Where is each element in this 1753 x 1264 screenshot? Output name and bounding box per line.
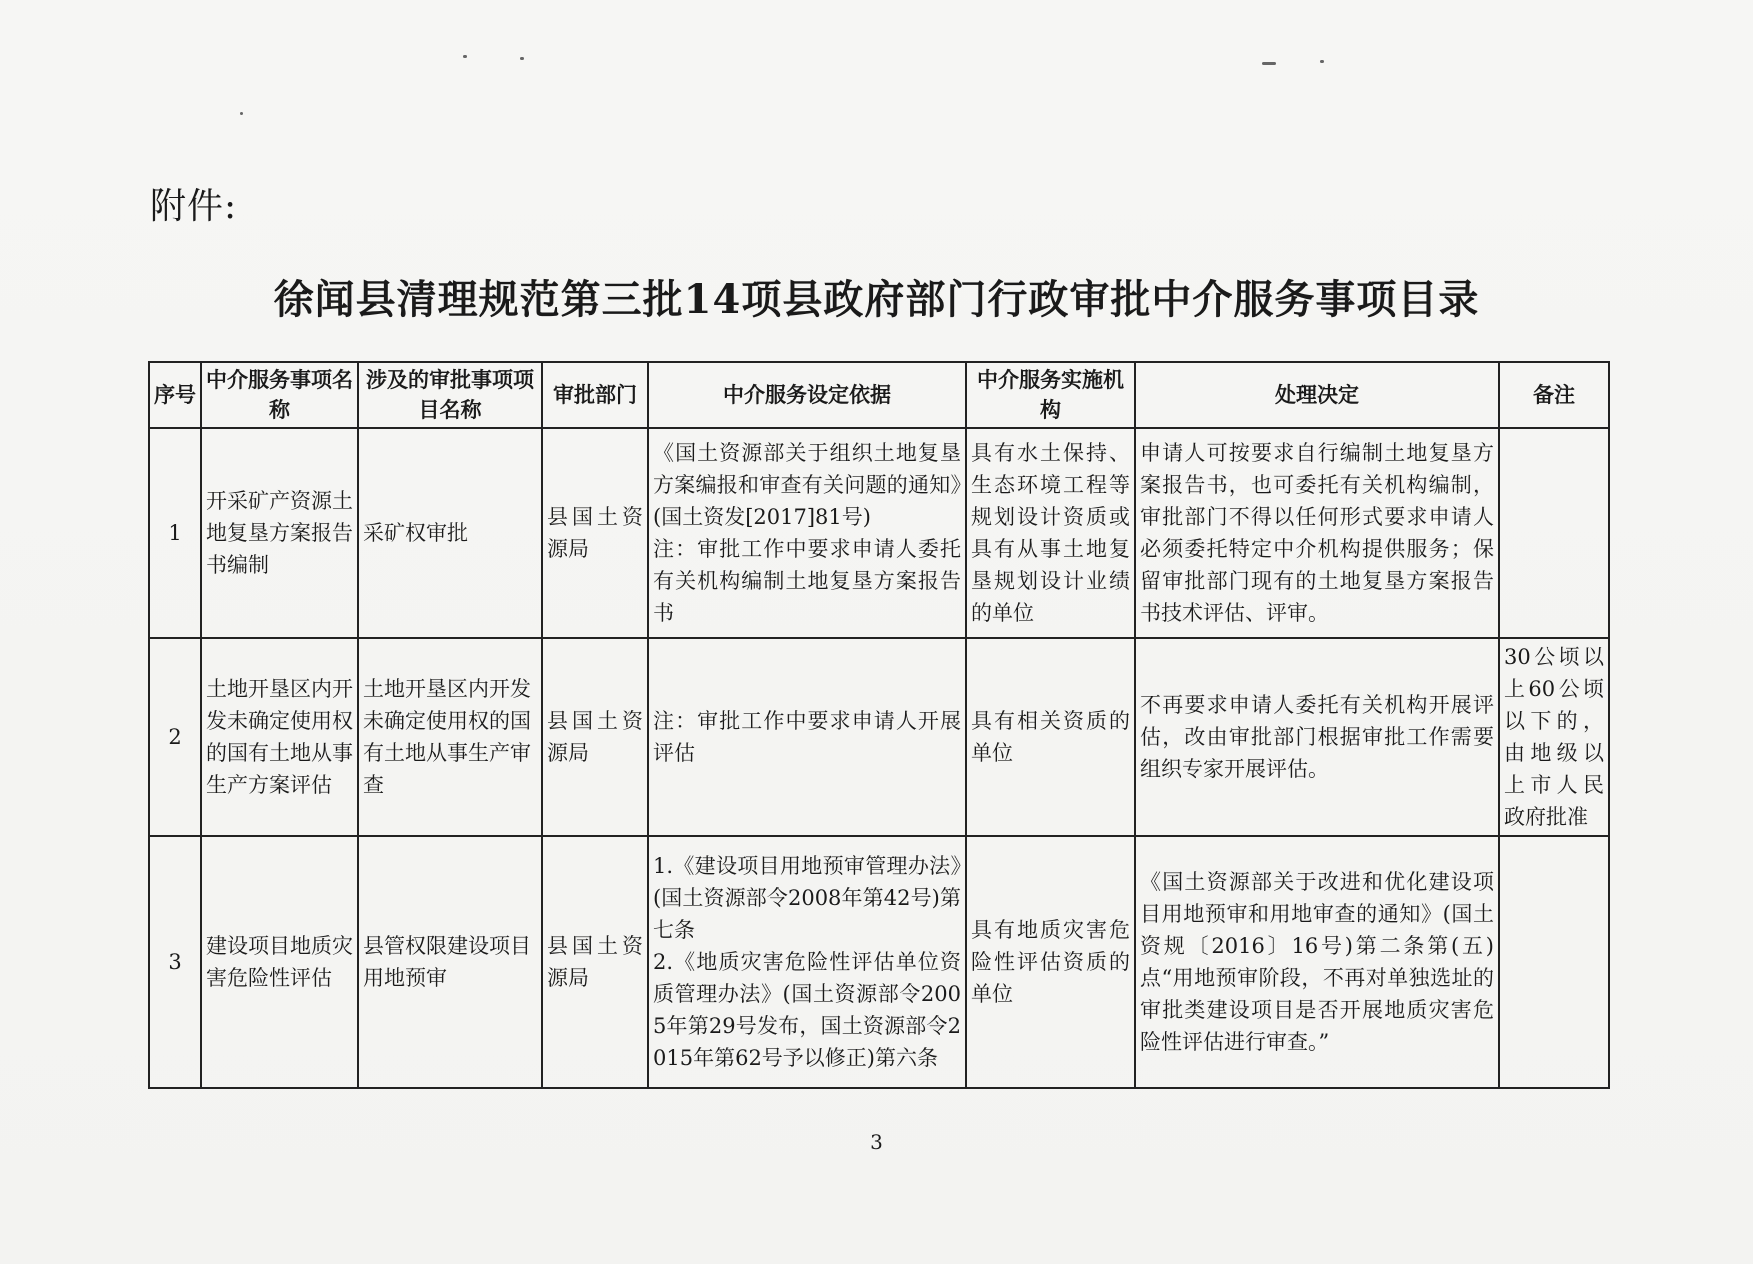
row-remark [1499,836,1609,1088]
table-row [149,428,1609,638]
header-remark: 备注 [1499,362,1609,428]
header-decision: 处理决定 [1135,362,1499,428]
service-catalog-table [148,361,1610,1089]
row-approval-item: 土地开垦区内开发未确定使用权的国有土地从事生产审查 [358,638,542,836]
table-row [149,638,1609,836]
page-title: 徐闻县清理规范第三批14项县政府部门行政审批中介服务事项目录 [273,276,1480,323]
row-service-name: 开采矿产资源土地复垦方案报告书编制 [201,428,358,638]
page-number: 3 [870,1130,883,1154]
basis-note: 注：审批工作中要求申请人开展评估 [653,709,961,765]
attachment-label: 附件: [150,186,238,227]
header-approval-item: 涉及的审批事项项目名称 [358,362,542,428]
row-basis [648,428,966,638]
header-department: 审批部门 [542,362,648,428]
row-agency: 具有水土保持、生态环境工程等规划设计资质或具有从事土地复垦规划设计业绩的单位 [966,428,1135,638]
row-basis [648,836,966,1088]
row-remark [1499,428,1609,638]
row-decision: 《国土资源部关于改进和优化建设项目用地预审和用地审查的通知》(国土资规〔2016〕16号)第二条第(五)点“用地预审阶段，不再对单独选址的审批类建设项目是否开展地质灾害危险性评估进行审查。” [1135,836,1499,1088]
row-index: 3 [149,836,201,1088]
basis-line: 2.《地质灾害危险性评估单位资质管理办法》(国土资源部令2005年第29号发布，国土资源部令2015年第62号予以修正)第六条 [653,950,961,1070]
row-decision: 申请人可按要求自行编制土地复垦方案报告书，也可委托有关机构编制，审批部门不得以任何形式要求申请人必须委托特定中介机构提供服务；保留审批部门现有的土地复垦方案报告书技术评估、评审。 [1135,428,1499,638]
basis-line: 《国土资源部关于组织土地复垦方案编报和审查有关问题的通知》(国土资发[2017]81号) [653,441,961,529]
basis-line: 1.《建设项目用地预审管理办法》(国土资源部令2008年第42号)第七条 [653,854,961,942]
row-index: 1 [149,428,201,638]
row-service-name: 土地开垦区内开发未确定使用权的国有土地从事生产方案评估 [201,638,358,836]
table-header-row [149,362,1609,428]
row-index: 2 [149,638,201,836]
row-department: 县国土资源局 [542,638,648,836]
header-agency: 中介服务实施机构 [966,362,1135,428]
row-basis [648,638,966,836]
header-basis: 中介服务设定依据 [648,362,966,428]
scan-speck [1262,62,1276,65]
scan-speck [240,112,243,115]
header-index: 序号 [149,362,201,428]
row-approval-item: 采矿权审批 [358,428,542,638]
row-approval-item: 县管权限建设项目用地预审 [358,836,542,1088]
scan-speck [520,57,524,60]
basis-note: 注：审批工作中要求申请人委托有关机构编制土地复垦方案报告书 [653,537,961,625]
scan-speck [463,55,467,58]
scan-speck [1320,60,1324,63]
table-row [149,836,1609,1088]
row-agency: 具有相关资质的单位 [966,638,1135,836]
row-remark: 30公顷以上60公顷以下的，由地级以上市人民政府批准 [1499,638,1609,836]
row-department: 县国土资源局 [542,836,648,1088]
row-department: 县国土资源局 [542,428,648,638]
row-service-name: 建设项目地质灾害危险性评估 [201,836,358,1088]
header-service-name: 中介服务事项名称 [201,362,358,428]
row-decision: 不再要求申请人委托有关机构开展评估，改由审批部门根据审批工作需要组织专家开展评估。 [1135,638,1499,836]
row-agency: 具有地质灾害危险性评估资质的单位 [966,836,1135,1088]
